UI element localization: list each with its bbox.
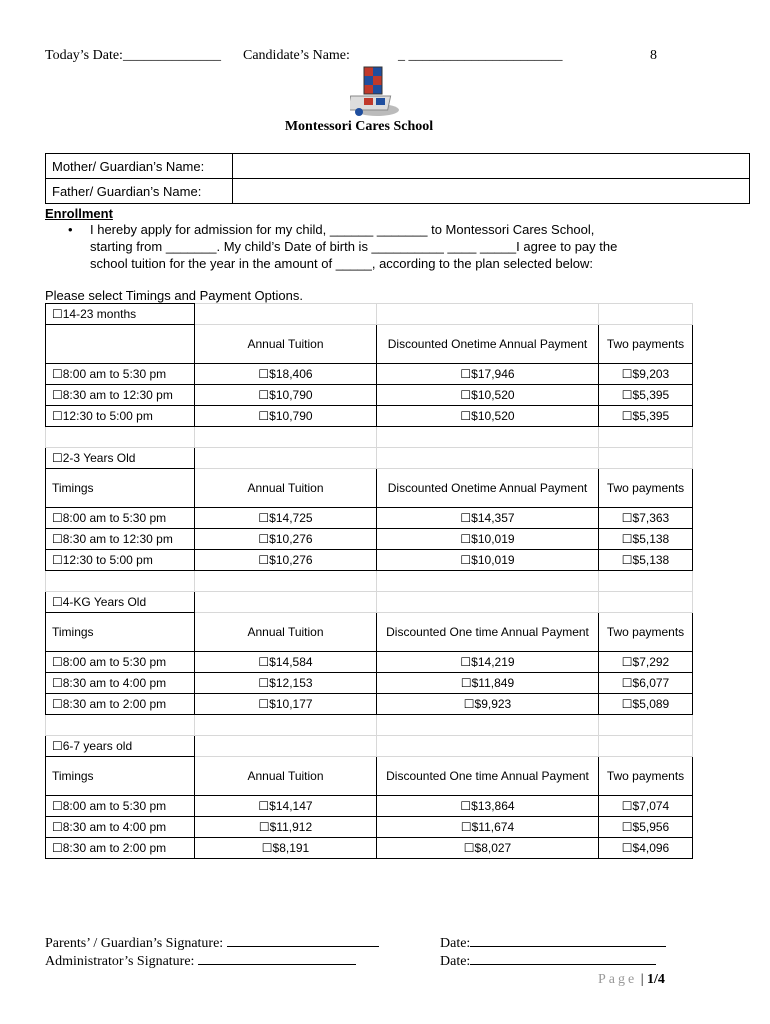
- timing-option-checkbox[interactable]: ☐8:00 am to 5:30 pm: [46, 652, 195, 673]
- onetime-payment-header: Discounted Onetime Annual Payment: [377, 469, 599, 508]
- spacer-cell: [195, 571, 377, 592]
- two-payments-checkbox[interactable]: ☐$7,074: [599, 796, 693, 817]
- mother-guardian-label: Mother/ Guardian’s Name:: [46, 154, 233, 179]
- timings-header: Timings: [46, 469, 195, 508]
- school-logo-icon: [350, 66, 402, 118]
- spacer-cell: [599, 715, 693, 736]
- parent-signature-field[interactable]: [227, 946, 379, 947]
- enrollment-heading: Enrollment: [45, 206, 113, 221]
- timing-option-checkbox[interactable]: ☐12:30 to 5:00 pm: [46, 406, 195, 427]
- table-row: [46, 529, 693, 550]
- spacer-row: [46, 427, 693, 448]
- annual-tuition-header: Annual Tuition: [195, 469, 377, 508]
- onetime-payment-checkbox[interactable]: ☐$13,864: [377, 796, 599, 817]
- annual-tuition-header: Annual Tuition: [195, 325, 377, 364]
- page-word: Page: [598, 972, 638, 987]
- table-row: [46, 406, 693, 427]
- two-payments-header: Two payments: [599, 325, 693, 364]
- page-separator: |: [637, 972, 648, 987]
- admin-signature-row: [45, 953, 685, 971]
- table-row: [46, 385, 693, 406]
- blank-cell: [599, 448, 693, 469]
- age-group-row: [46, 592, 693, 613]
- onetime-payment-checkbox[interactable]: ☐$11,674: [377, 817, 599, 838]
- two-payments-checkbox[interactable]: ☐$5,395: [599, 385, 693, 406]
- timing-option-checkbox[interactable]: ☐8:00 am to 5:30 pm: [46, 364, 195, 385]
- two-payments-header: Two payments: [599, 757, 693, 796]
- spacer-cell: [599, 571, 693, 592]
- spacer-row: [46, 715, 693, 736]
- signature-section: [45, 935, 685, 971]
- select-prompt: Please select Timings and Payment Options.: [45, 288, 303, 303]
- annual-tuition-checkbox[interactable]: ☐$10,177: [195, 694, 377, 715]
- onetime-payment-checkbox[interactable]: ☐$10,019: [377, 550, 599, 571]
- enrollment-section: [45, 206, 685, 272]
- blank-cell: [377, 304, 599, 325]
- column-header-row: [46, 613, 693, 652]
- annual-tuition-checkbox[interactable]: ☐$14,584: [195, 652, 377, 673]
- onetime-payment-checkbox[interactable]: ☐$10,520: [377, 406, 599, 427]
- candidate-name-field[interactable]: _ ______________________: [398, 48, 563, 63]
- age-group-row: [46, 736, 693, 757]
- two-payments-checkbox[interactable]: ☐$7,292: [599, 652, 693, 673]
- timings-header: [46, 325, 195, 364]
- two-payments-checkbox[interactable]: ☐$5,138: [599, 529, 693, 550]
- table-row: [46, 838, 693, 859]
- two-payments-checkbox[interactable]: ☐$5,138: [599, 550, 693, 571]
- age-group-row: [46, 448, 693, 469]
- header: [45, 48, 670, 68]
- column-header-row: [46, 325, 693, 364]
- onetime-payment-header: Discounted Onetime Annual Payment: [377, 325, 599, 364]
- two-payments-checkbox[interactable]: ☐$5,089: [599, 694, 693, 715]
- annual-tuition-checkbox[interactable]: ☐$11,912: [195, 817, 377, 838]
- table-row: [46, 508, 693, 529]
- school-name: Montessori Cares School: [284, 119, 434, 134]
- spacer-cell: [377, 571, 599, 592]
- annual-tuition-checkbox[interactable]: ☐$8,191: [195, 838, 377, 859]
- spacer-cell: [195, 715, 377, 736]
- annual-tuition-header: Annual Tuition: [195, 613, 377, 652]
- timings-header: Timings: [46, 757, 195, 796]
- enrollment-line-2[interactable]: starting from _______. My child’s Date of birth is __________ ____ _____I agree to pay the: [90, 239, 618, 254]
- onetime-payment-checkbox[interactable]: ☐$11,849: [377, 673, 599, 694]
- father-guardian-name-field[interactable]: [233, 179, 750, 204]
- blank-cell: [195, 592, 377, 613]
- spacer-cell: [377, 427, 599, 448]
- annual-tuition-checkbox[interactable]: ☐$14,147: [195, 796, 377, 817]
- blank-cell: [377, 592, 599, 613]
- spacer-cell: [46, 571, 195, 592]
- page-footer: [598, 972, 665, 988]
- blank-cell: [599, 304, 693, 325]
- annual-tuition-checkbox[interactable]: ☐$18,406: [195, 364, 377, 385]
- parent-date-label: Date:: [440, 936, 471, 951]
- parent-date-field[interactable]: [470, 946, 666, 947]
- table-row: [46, 550, 693, 571]
- timing-option-checkbox[interactable]: ☐8:00 am to 5:30 pm: [46, 508, 195, 529]
- page-number: 1/4: [647, 972, 665, 987]
- blank-cell: [599, 592, 693, 613]
- candidate-name-label: Candidate’s Name:: [243, 48, 350, 63]
- spacer-row: [46, 571, 693, 592]
- spacer-cell: [377, 715, 599, 736]
- two-payments-checkbox[interactable]: ☐$6,077: [599, 673, 693, 694]
- timing-option-checkbox[interactable]: ☐8:30 am to 12:30 pm: [46, 529, 195, 550]
- annual-tuition-checkbox[interactable]: ☐$14,725: [195, 508, 377, 529]
- timing-option-checkbox[interactable]: ☐8:30 am to 2:00 pm: [46, 694, 195, 715]
- two-payments-header: Two payments: [599, 613, 693, 652]
- blank-cell: [599, 736, 693, 757]
- annual-tuition-checkbox[interactable]: ☐$10,790: [195, 406, 377, 427]
- blank-cell: [195, 736, 377, 757]
- admin-date-field[interactable]: [470, 964, 656, 965]
- guardian-row: [46, 179, 750, 204]
- timing-option-checkbox[interactable]: ☐8:30 am to 12:30 pm: [46, 385, 195, 406]
- admin-signature-field[interactable]: [198, 964, 356, 965]
- age-group-checkbox[interactable]: ☐2-3 Years Old: [46, 448, 195, 469]
- enrollment-line-1[interactable]: I hereby apply for admission for my child, ______ _______ to Montessori Cares School,: [90, 222, 595, 237]
- onetime-payment-checkbox[interactable]: ☐$14,219: [377, 652, 599, 673]
- onetime-payment-checkbox[interactable]: ☐$9,923: [377, 694, 599, 715]
- table-row: [46, 817, 693, 838]
- two-payments-checkbox[interactable]: ☐$5,395: [599, 406, 693, 427]
- spacer-cell: [195, 427, 377, 448]
- parent-signature-label: Parents’ / Guardian’s Signature:: [45, 936, 224, 951]
- enrollment-line-3[interactable]: school tuition for the year in the amount of _____, according to the plan selected below:: [90, 256, 593, 271]
- two-payments-checkbox[interactable]: ☐$5,956: [599, 817, 693, 838]
- blank-cell: [195, 304, 377, 325]
- guardian-table: [45, 153, 750, 204]
- spacer-cell: [46, 427, 195, 448]
- age-group-checkbox[interactable]: ☐14-23 months: [46, 304, 195, 325]
- annual-tuition-checkbox[interactable]: ☐$10,276: [195, 529, 377, 550]
- onetime-payment-checkbox[interactable]: ☐$14,357: [377, 508, 599, 529]
- annual-tuition-checkbox[interactable]: ☐$10,790: [195, 385, 377, 406]
- onetime-payment-checkbox[interactable]: ☐$10,019: [377, 529, 599, 550]
- fees-table: [45, 303, 693, 859]
- spacer-cell: [599, 427, 693, 448]
- parent-signature-row: [45, 935, 685, 953]
- header-page-number: 8: [650, 48, 657, 63]
- todays-date-field[interactable]: Today’s Date:______________: [45, 48, 221, 63]
- guardian-row: [46, 154, 750, 179]
- timing-option-checkbox[interactable]: ☐8:30 am to 2:00 pm: [46, 838, 195, 859]
- two-payments-checkbox[interactable]: ☐$7,363: [599, 508, 693, 529]
- blank-cell: [377, 736, 599, 757]
- timing-option-checkbox[interactable]: ☐8:30 am to 4:00 pm: [46, 817, 195, 838]
- admin-signature-label: Administrator’s Signature:: [45, 954, 195, 969]
- onetime-payment-header: Discounted One time Annual Payment: [377, 757, 599, 796]
- timing-option-checkbox[interactable]: ☐8:00 am to 5:30 pm: [46, 796, 195, 817]
- two-payments-header: Two payments: [599, 469, 693, 508]
- fees-table-wrapper: [45, 303, 692, 859]
- column-header-row: [46, 469, 693, 508]
- father-guardian-label: Father/ Guardian’s Name:: [46, 179, 233, 204]
- annual-tuition-header: Annual Tuition: [195, 757, 377, 796]
- age-group-checkbox[interactable]: ☐6-7 years old: [46, 736, 195, 757]
- table-row: [46, 796, 693, 817]
- table-row: [46, 673, 693, 694]
- enrollment-statement: [68, 221, 685, 272]
- column-header-row: [46, 757, 693, 796]
- timing-option-checkbox[interactable]: ☐12:30 to 5:00 pm: [46, 550, 195, 571]
- onetime-payment-header: Discounted One time Annual Payment: [377, 613, 599, 652]
- timing-option-checkbox[interactable]: ☐8:30 am to 4:00 pm: [46, 673, 195, 694]
- onetime-payment-checkbox[interactable]: ☐$10,520: [377, 385, 599, 406]
- onetime-payment-checkbox[interactable]: ☐$17,946: [377, 364, 599, 385]
- blank-cell: [195, 448, 377, 469]
- admin-date-label: Date:: [440, 954, 471, 969]
- bullet-icon: •: [68, 222, 73, 237]
- onetime-payment-checkbox[interactable]: ☐$8,027: [377, 838, 599, 859]
- mother-guardian-name-field[interactable]: [233, 154, 750, 179]
- age-group-checkbox[interactable]: ☐4-KG Years Old: [46, 592, 195, 613]
- table-row: [46, 652, 693, 673]
- table-row: [46, 694, 693, 715]
- table-row: [46, 364, 693, 385]
- two-payments-checkbox[interactable]: ☐$4,096: [599, 838, 693, 859]
- timings-header: Timings: [46, 613, 195, 652]
- age-group-row: [46, 304, 693, 325]
- spacer-cell: [46, 715, 195, 736]
- two-payments-checkbox[interactable]: ☐$9,203: [599, 364, 693, 385]
- annual-tuition-checkbox[interactable]: ☐$10,276: [195, 550, 377, 571]
- annual-tuition-checkbox[interactable]: ☐$12,153: [195, 673, 377, 694]
- blank-cell: [377, 448, 599, 469]
